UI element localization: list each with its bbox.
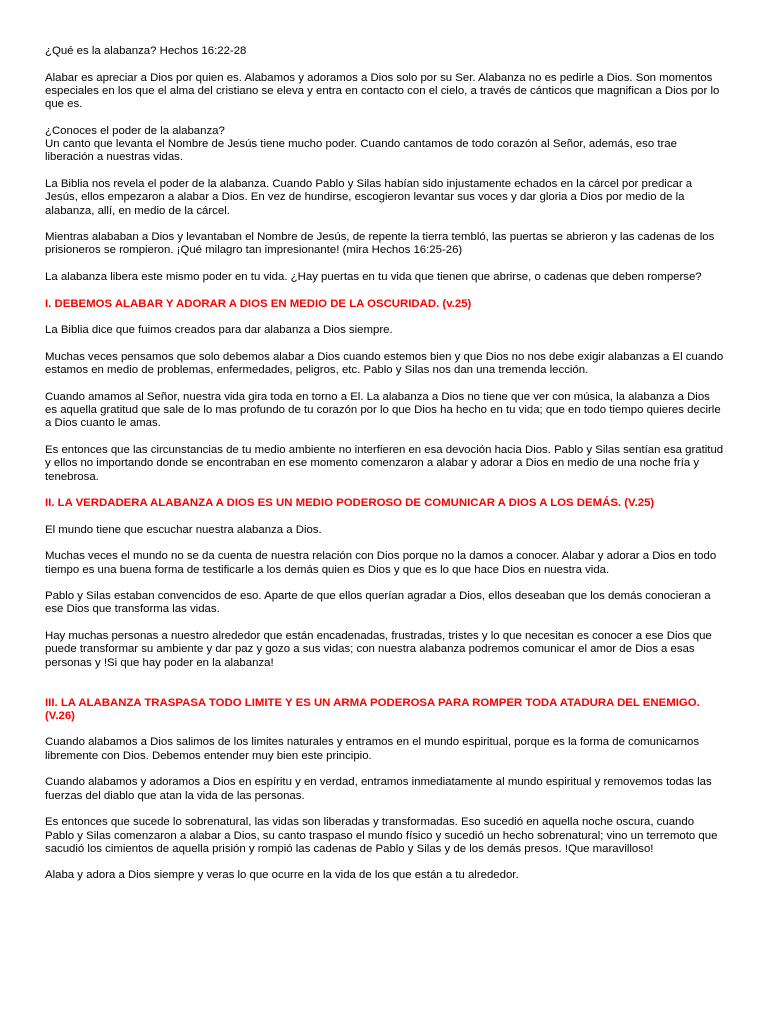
intro-title: ¿Qué es la alabanza? Hechos 16:22-28 — [45, 45, 247, 57]
paragraph-what-is-praise: Alabar es apreciar a Dios por quien es. Alabamos y adoramos a Dios solo por su Ser. Alabanza no es pedirle a Dios. Son momentos especiales en los que el alma del cristiano se eleva y entra en contacto con el cielo, a través de cánticos que magnifican a Dios por lo que es. — [45, 71, 720, 111]
paragraph-bible-reveals: La Biblia nos revela el poder de la alabanza. Cuando Pablo y Silas habían sido injustamente echados en la cárcel por predicar a Jesús, ellos empezaron a alabar a Dios. En vez de hundirse, escogieron levantar sus voces y dar gloria a Dios por medio de la alabanza, allí, en medio de la cárcel. — [45, 177, 693, 217]
section2-paragraph-2: Muchas veces el mundo no se da cuenta de nuestra relación con Dios porque no la damos a conocer. Alabar y adorar a Dios en todo tiempo es una buena forma de testificarle a los demás quien es Dios y que es lo que hace Dios en nuestra vida. — [45, 550, 717, 576]
section2-paragraph-4: Hay muchas personas a nuestro alrededor que están encadenadas, frustradas, tristes y lo que necesitan es conocer a ese Dios que puede transformar su ambiente y dar paz y gozo a sus vidas; con nuestra alabanza podremos comunicar el amor de Dios a esas personas y !Si que hay poder en la alabanza! — [45, 630, 712, 669]
paragraph-earthquake: Mientras alababan a Dios y levantaban el Nombre de Jesús, de repente la tierra tembló, las puertas se abrieron y las cadenas de los prisioneros se rompieron. ¡Qué milagro tan impresionante! (mira Hechos 16:25-26) — [45, 231, 715, 257]
section1-paragraph-3: Cuando amamos al Señor, nuestra vida gira toda en torno a El. La alabanza a Dios no tiene que ver con música, la alabanza a Dios es aquella gratitud que sale de lo mas profundo de tu corazón por lo que Dios ha hecho en tu vida; que en todo tiempo quieres decirle a Dios cuanto le amas. — [45, 390, 721, 430]
section2-paragraph-1: El mundo tiene que escuchar nuestra alabanza a Dios. — [45, 523, 322, 536]
section-heading-1: I. DEBEMOS ALABAR Y ADORAR A DIOS EN MEDIO DE LA OSCURIDAD. (v.25) — [45, 297, 472, 310]
section-heading-3: III. LA ALABANZA TRASPASA TODO LIMITE Y ES UN ARMA PODEROSA PARA ROMPER TODA ATADURA DEL ENEMIGO. (V.26) — [45, 696, 700, 722]
section3-paragraph-2: Cuando alabamos y adoramos a Dios en espíritu y en verdad, entramos inmediatamente al mundo espiritual y removemos todas las fuerzas del diablo que atan la vida de las personas. — [45, 776, 712, 802]
section3-paragraph-1: Cuando alabamos a Dios salimos de los limites naturales y entramos en el mundo espiritual, porque es la forma de comunicarnos libremente con Dios. Debemos entender muy bien este principio. — [45, 736, 700, 762]
paragraph-liberation: La alabanza libera este mismo poder en tu vida. ¿Hay puertas en tu vida que tienen que abrirse, o cadenas que deben romperse? — [45, 271, 702, 284]
section-heading-2: II. LA VERDADERA ALABANZA A DIOS ES UN MEDIO PODEROSO DE COMUNICAR A DIOS A LOS DEMÁS. (V.25) — [45, 497, 655, 510]
section1-paragraph-2: Muchas veces pensamos que solo debemos alabar a Dios cuando estemos bien y que Dios no nos debe exigir alabanzas a El cuando estamos en medio de problemas, enfermedades, peligros, etc. Pablo y Silas nos dan una tremenda lección. — [45, 350, 724, 377]
paragraph-power-of-praise — [45, 125, 725, 165]
text-power-of-praise: Un canto que levanta el Nombre de Jesús tiene mucho poder. Cuando cantamos de todo corazón al Señor, además, eso trae liberación a nuestras vidas. — [45, 138, 677, 164]
question-power-of-praise: ¿Conoces el poder de la alabanza? — [45, 124, 225, 137]
section3-paragraph-3: Es entonces que sucede lo sobrenatural, las vidas son liberadas y transformadas. Eso sucedió en aquella noche oscura, cuando Pablo y Silas comenzaron a alabar a Dios, su canto traspaso el mundo físico y sucedió un hecho sobrenatural; vino un terremoto que sacudió los cimientos de aquella prisión y rompió las cadenas de Pablo y Silas y de los demás presos. !Que maravilloso! — [45, 816, 718, 855]
section1-paragraph-4: Es entonces que las circunstancias de tu medio ambiente no interfieren en esa devoción hacia Dios. Pablo y Silas sentían esa gratitud y ellos no importando donde se encontraban en ese momento comenzaron a alabar y adorar a Dios en medio de una noche fría y tenebrosa. — [45, 443, 724, 483]
closing-paragraph: Alaba y adora a Dios siempre y veras lo que ocurre en la vida de los que están a tu alrededor. — [45, 869, 519, 882]
section1-paragraph-1: La Biblia dice que fuimos creados para dar alabanza a Dios siempre. — [45, 324, 393, 337]
document-body — [45, 45, 725, 896]
section2-paragraph-3: Pablo y Silas estaban convencidos de eso. Aparte de que ellos querían agradar a Dios, ellos deseaban que los demás conocieran a ese Dios que transforma las vidas. — [45, 590, 711, 616]
